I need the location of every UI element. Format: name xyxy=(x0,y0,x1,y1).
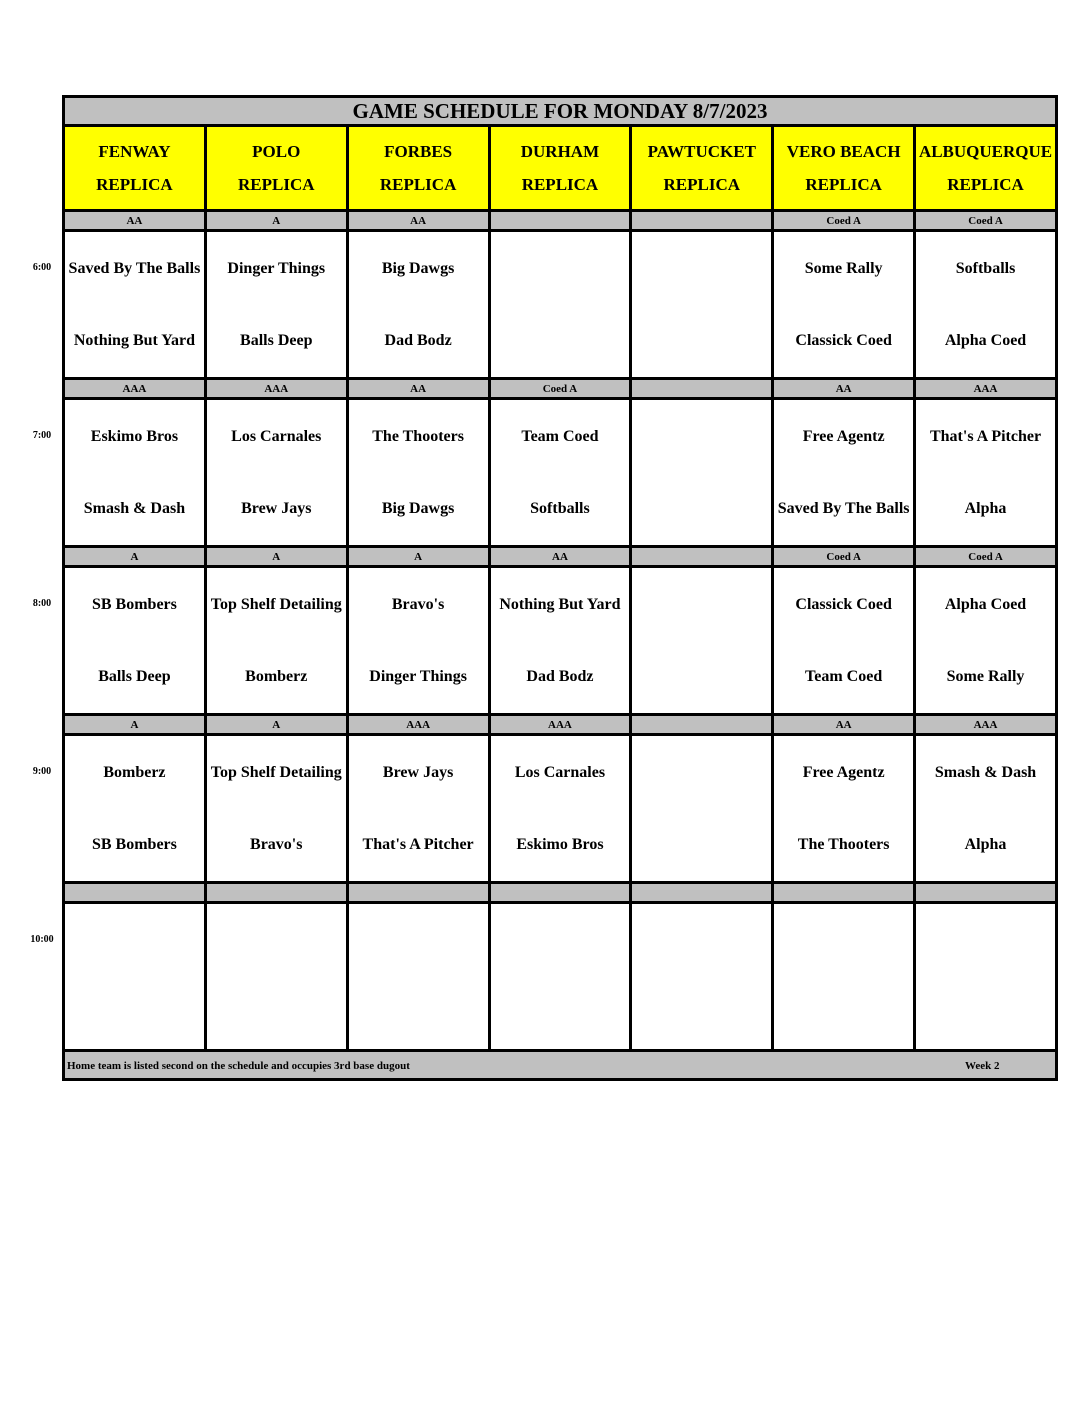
away-team: Alpha Coed xyxy=(944,595,1027,613)
home-team xyxy=(916,977,1055,1050)
home-team: SB Bombers xyxy=(91,836,177,854)
away-team: Free Agentz xyxy=(802,427,885,445)
away-team: Some Rally xyxy=(804,259,883,277)
field-header xyxy=(489,126,631,211)
home-team: The Thooters xyxy=(797,836,890,854)
away-team: Eskimo Bros xyxy=(90,427,179,445)
division-label: Coed A xyxy=(915,547,1057,567)
field-name: DURHAM xyxy=(520,142,600,161)
field-header xyxy=(773,126,915,211)
division-label: AA xyxy=(347,211,489,231)
game-cell xyxy=(489,903,631,1051)
home-team: Some Rally xyxy=(946,668,1025,686)
field-subtitle: REPLICA xyxy=(238,175,315,194)
home-team xyxy=(65,977,204,1050)
schedule-table xyxy=(62,95,1058,1081)
game-cell xyxy=(631,567,773,715)
field-header xyxy=(347,126,489,211)
away-team xyxy=(491,232,630,305)
game-cell xyxy=(631,735,773,883)
game-cell xyxy=(915,567,1057,715)
away-team: Los Carnales xyxy=(514,763,606,781)
field-name: ALBUQUERQUE xyxy=(918,142,1053,161)
home-team xyxy=(632,305,771,378)
division-label: AA xyxy=(773,715,915,735)
division-label: AAA xyxy=(64,379,206,399)
division-row xyxy=(64,715,1057,735)
division-label: Coed A xyxy=(773,547,915,567)
away-team: The Thooters xyxy=(372,427,464,445)
away-team xyxy=(632,736,771,809)
time-slot-label: 7:00 xyxy=(32,430,52,442)
home-team: Nothing But Yard xyxy=(73,332,196,350)
division-label: AA xyxy=(347,379,489,399)
away-team: That's A Pitcher xyxy=(929,427,1042,445)
game-cell xyxy=(347,567,489,715)
division-label: AAA xyxy=(915,715,1057,735)
division-label xyxy=(631,883,773,903)
home-team: Alpha Coed xyxy=(944,332,1027,350)
division-label: AAA xyxy=(915,379,1057,399)
away-team xyxy=(65,904,204,977)
game-cell xyxy=(205,399,347,547)
home-team: Dad Bodz xyxy=(384,332,452,350)
game-cell xyxy=(347,231,489,379)
game-cell xyxy=(489,567,631,715)
division-label: AA xyxy=(489,547,631,567)
home-team: Bravo's xyxy=(250,836,303,854)
home-team xyxy=(632,977,771,1050)
division-label: A xyxy=(205,715,347,735)
division-label: A xyxy=(64,715,206,735)
field-subtitle: REPLICA xyxy=(521,175,599,194)
away-team: Top Shelf Detailing xyxy=(210,595,342,613)
division-row xyxy=(64,883,1057,903)
field-name: FENWAY xyxy=(98,142,171,161)
division-label xyxy=(915,883,1057,903)
away-team xyxy=(916,904,1055,977)
home-team: That's A Pitcher xyxy=(362,836,474,854)
game-row xyxy=(64,567,1057,715)
game-cell xyxy=(773,735,915,883)
home-team: Dinger Things xyxy=(369,668,467,686)
away-team xyxy=(491,904,630,977)
game-cell xyxy=(915,231,1057,379)
division-label xyxy=(489,883,631,903)
away-team xyxy=(774,904,913,977)
game-cell xyxy=(64,231,206,379)
home-team: Smash & Dash xyxy=(83,500,186,518)
away-team xyxy=(632,568,771,641)
away-team: Smash & Dash xyxy=(934,763,1037,781)
home-team: Brew Jays xyxy=(241,500,312,518)
week-label: Week 2 xyxy=(965,1060,1000,1072)
title-row xyxy=(64,97,1057,126)
division-label xyxy=(64,883,206,903)
division-row xyxy=(64,379,1057,399)
division-label: AA xyxy=(64,211,206,231)
away-team: Bomberz xyxy=(103,763,166,781)
game-cell xyxy=(347,735,489,883)
home-team: Bomberz xyxy=(245,668,308,686)
away-team xyxy=(632,400,771,473)
division-label: Coed A xyxy=(915,211,1057,231)
game-cell xyxy=(489,231,631,379)
field-subtitle: REPLICA xyxy=(805,175,882,194)
game-cell xyxy=(773,903,915,1051)
game-cell xyxy=(489,399,631,547)
away-team: Free Agentz xyxy=(802,763,885,781)
game-row xyxy=(64,399,1057,547)
home-team: Saved By The Balls xyxy=(777,500,910,518)
away-team xyxy=(632,904,771,977)
field-subtitle: REPLICA xyxy=(96,175,173,194)
division-label xyxy=(205,883,347,903)
footer-row xyxy=(64,1051,1057,1080)
game-cell xyxy=(915,399,1057,547)
game-cell xyxy=(205,231,347,379)
field-header xyxy=(64,126,206,211)
division-label: Coed A xyxy=(489,379,631,399)
home-team: Softballs xyxy=(530,500,590,518)
game-cell xyxy=(205,903,347,1051)
game-cell xyxy=(773,231,915,379)
field-header xyxy=(631,126,773,211)
home-team xyxy=(349,977,488,1050)
home-team: Dad Bodz xyxy=(526,668,594,686)
home-team: Team Coed xyxy=(805,668,883,686)
home-team: Balls Deep xyxy=(98,668,171,686)
division-label xyxy=(631,715,773,735)
home-team: Big Dawgs xyxy=(381,500,455,518)
away-team: Big Dawgs xyxy=(381,259,455,277)
home-team: Balls Deep xyxy=(240,332,313,350)
home-team: Alpha xyxy=(964,836,1007,854)
division-label: AA xyxy=(773,379,915,399)
game-cell xyxy=(489,735,631,883)
game-cell xyxy=(205,735,347,883)
home-team: Classick Coed xyxy=(795,332,892,350)
field-header xyxy=(915,126,1057,211)
division-label: Coed A xyxy=(773,211,915,231)
away-team: Bravo's xyxy=(391,595,445,613)
home-team xyxy=(632,641,771,714)
away-team xyxy=(632,232,771,305)
away-team: Nothing But Yard xyxy=(499,595,621,613)
division-label: AAA xyxy=(205,379,347,399)
division-label: AAA xyxy=(347,715,489,735)
division-label xyxy=(773,883,915,903)
game-cell xyxy=(915,735,1057,883)
field-subtitle: REPLICA xyxy=(379,175,457,194)
game-cell xyxy=(773,399,915,547)
footer xyxy=(64,1051,1057,1080)
time-slot-label: 8:00 xyxy=(32,598,52,610)
game-row xyxy=(64,231,1057,379)
field-name: PAWTUCKET xyxy=(647,142,756,161)
game-cell xyxy=(64,903,206,1051)
game-cell xyxy=(64,567,206,715)
schedule-title: GAME SCHEDULE FOR MONDAY 8/7/2023 xyxy=(64,97,1057,126)
game-cell xyxy=(64,735,206,883)
division-label: A xyxy=(205,211,347,231)
home-team xyxy=(774,977,913,1050)
game-cell xyxy=(631,903,773,1051)
home-team xyxy=(207,977,346,1050)
game-cell xyxy=(347,903,489,1051)
away-team: Team Coed xyxy=(521,427,599,445)
away-team: Los Carnales xyxy=(231,427,322,445)
field-header xyxy=(205,126,347,211)
game-cell xyxy=(915,903,1057,1051)
division-label xyxy=(631,211,773,231)
footer-note: Home team is listed second on the schedule and occupies 3rd base dugout xyxy=(67,1060,410,1072)
game-cell xyxy=(631,399,773,547)
field-subtitle: REPLICA xyxy=(663,175,741,194)
away-team: Saved By The Balls xyxy=(68,259,201,277)
division-row xyxy=(64,547,1057,567)
division-label xyxy=(347,883,489,903)
field-subtitle: REPLICA xyxy=(947,175,1024,194)
division-row xyxy=(64,211,1057,231)
game-cell xyxy=(205,567,347,715)
division-label xyxy=(631,379,773,399)
away-team: Brew Jays xyxy=(382,763,454,781)
home-team xyxy=(491,977,630,1050)
game-cell xyxy=(64,399,206,547)
field-name: POLO xyxy=(252,142,301,161)
division-label: A xyxy=(205,547,347,567)
home-team: Eskimo Bros xyxy=(516,836,604,854)
away-team xyxy=(349,904,488,977)
time-slot-label: 9:00 xyxy=(32,766,52,778)
field-name: VERO BEACH xyxy=(786,142,901,161)
division-label xyxy=(631,547,773,567)
division-label xyxy=(489,211,631,231)
home-team xyxy=(632,473,771,546)
division-label: A xyxy=(347,547,489,567)
division-label: A xyxy=(64,547,206,567)
home-team xyxy=(491,305,630,378)
time-slot-label: 6:00 xyxy=(32,262,52,274)
field-name: FORBES xyxy=(384,142,453,161)
game-cell xyxy=(347,399,489,547)
game-cell xyxy=(631,231,773,379)
game-row xyxy=(64,735,1057,883)
home-team: Alpha xyxy=(964,500,1007,518)
away-team xyxy=(207,904,346,977)
away-team: Top Shelf Detailing xyxy=(210,763,342,781)
time-slot-label: 10:00 xyxy=(30,934,54,946)
away-team: Softballs xyxy=(955,259,1016,277)
game-row xyxy=(64,903,1057,1051)
field-header-row xyxy=(64,126,1057,211)
home-team xyxy=(632,809,771,882)
away-team: SB Bombers xyxy=(91,595,177,613)
away-team: Dinger Things xyxy=(227,259,326,277)
game-cell xyxy=(773,567,915,715)
division-label: AAA xyxy=(489,715,631,735)
away-team: Classick Coed xyxy=(795,595,892,613)
